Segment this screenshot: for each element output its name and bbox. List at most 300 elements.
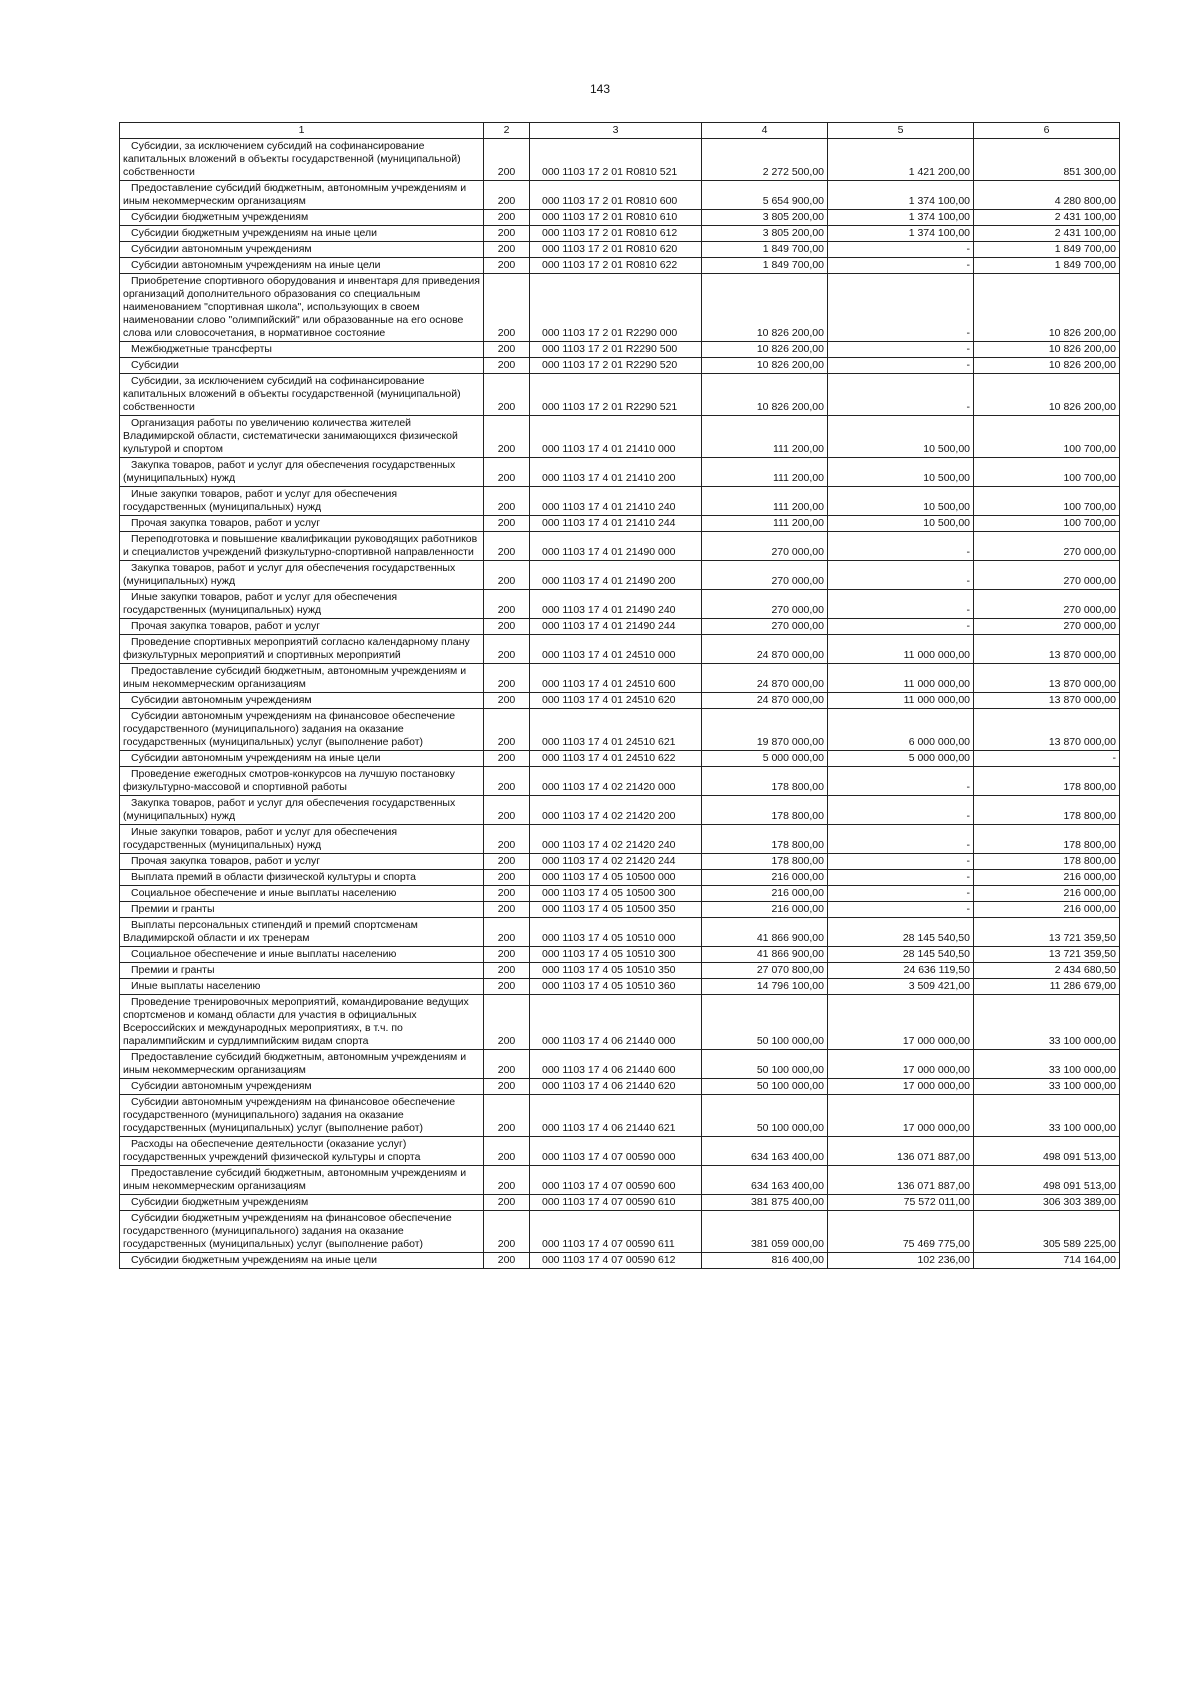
row-classification: 000 1103 17 2 01 R0810 610 [530,210,702,226]
row-code: 200 [484,947,530,963]
row-classification: 000 1103 17 4 01 24510 620 [530,693,702,709]
row-executed: 102 236,00 [828,1253,974,1269]
table-row [120,963,1120,979]
row-remaining: 13 870 000,00 [974,664,1120,693]
row-description: Субсидии автономным учреждениям [120,1079,484,1095]
row-code: 200 [484,210,530,226]
row-code: 200 [484,374,530,416]
row-executed: 1 374 100,00 [828,210,974,226]
row-executed: 1 374 100,00 [828,181,974,210]
table-row [120,139,1120,181]
row-classification: 000 1103 17 4 01 24510 000 [530,635,702,664]
row-plan: 111 200,00 [702,487,828,516]
table-row [120,258,1120,274]
row-plan: 216 000,00 [702,886,828,902]
row-classification: 000 1103 17 4 01 21410 000 [530,416,702,458]
row-classification: 000 1103 17 2 01 R2290 500 [530,342,702,358]
row-remaining: 498 091 513,00 [974,1137,1120,1166]
row-remaining: 305 589 225,00 [974,1211,1120,1253]
row-plan: 50 100 000,00 [702,995,828,1050]
row-remaining: 13 870 000,00 [974,709,1120,751]
row-plan: 381 875 400,00 [702,1195,828,1211]
table-row [120,693,1120,709]
row-code: 200 [484,1253,530,1269]
row-plan: 50 100 000,00 [702,1079,828,1095]
row-plan: 1 849 700,00 [702,242,828,258]
table-row [120,886,1120,902]
row-code: 200 [484,751,530,767]
row-plan: 27 070 800,00 [702,963,828,979]
row-description: Субсидии автономным учреждениям на иные цели [120,751,484,767]
table-row [120,767,1120,796]
row-code: 200 [484,1050,530,1079]
row-plan: 19 870 000,00 [702,709,828,751]
row-code: 200 [484,274,530,342]
row-classification: 000 1103 17 4 07 00590 610 [530,1195,702,1211]
row-code: 200 [484,516,530,532]
row-executed: 24 636 119,50 [828,963,974,979]
row-code: 200 [484,693,530,709]
table-row [120,825,1120,854]
row-description: Субсидии, за исключением субсидий на софинансирование капитальных вложений в объекты государственной (муниципальной) собственности [120,139,484,181]
table-row [120,995,1120,1050]
row-executed: 136 071 887,00 [828,1166,974,1195]
row-code: 200 [484,458,530,487]
row-remaining: 13 721 359,50 [974,947,1120,963]
row-classification: 000 1103 17 4 07 00590 612 [530,1253,702,1269]
row-code: 200 [484,1166,530,1195]
row-classification: 000 1103 17 4 02 21420 244 [530,854,702,870]
row-executed: 17 000 000,00 [828,995,974,1050]
row-plan: 270 000,00 [702,532,828,561]
row-executed: 75 572 011,00 [828,1195,974,1211]
row-code: 200 [484,487,530,516]
col-header-2: 2 [484,123,530,139]
row-executed: - [828,854,974,870]
row-remaining: - [974,751,1120,767]
row-plan: 1 849 700,00 [702,258,828,274]
col-header-5: 5 [828,123,974,139]
table-row [120,1195,1120,1211]
table-row [120,242,1120,258]
row-executed: 75 469 775,00 [828,1211,974,1253]
row-description: Субсидии автономным учреждениям [120,242,484,258]
row-plan: 50 100 000,00 [702,1050,828,1079]
row-classification: 000 1103 17 4 05 10500 000 [530,870,702,886]
table-row [120,902,1120,918]
row-code: 200 [484,1095,530,1137]
row-classification: 000 1103 17 4 01 21410 240 [530,487,702,516]
row-classification: 000 1103 17 4 02 21420 000 [530,767,702,796]
row-remaining: 714 164,00 [974,1253,1120,1269]
row-description: Иные выплаты населению [120,979,484,995]
row-classification: 000 1103 17 4 01 21490 240 [530,590,702,619]
row-description: Расходы на обеспечение деятельности (оказание услуг) государственных учреждений физической культуры и спорта [120,1137,484,1166]
row-description: Предоставление субсидий бюджетным, автономным учреждениям и иным некоммерческим организациям [120,664,484,693]
row-plan: 10 826 200,00 [702,274,828,342]
row-code: 200 [484,979,530,995]
row-executed: - [828,242,974,258]
row-remaining: 100 700,00 [974,458,1120,487]
row-code: 200 [484,902,530,918]
row-description: Субсидии бюджетным учреждениям [120,210,484,226]
row-code: 200 [484,709,530,751]
row-description: Закупка товаров, работ и услуг для обеспечения государственных (муниципальных) нужд [120,458,484,487]
row-classification: 000 1103 17 2 01 R2290 520 [530,358,702,374]
row-code: 200 [484,825,530,854]
table-row [120,226,1120,242]
col-header-6: 6 [974,123,1120,139]
row-description: Предоставление субсидий бюджетным, автономным учреждениям и иным некоммерческим организациям [120,181,484,210]
row-classification: 000 1103 17 4 01 21490 200 [530,561,702,590]
row-description: Приобретение спортивного оборудования и инвентаря для приведения организаций дополнительного образования со специальным наименованием "спортивная школа", использующих в своем наименовании слово "олимпийский" или образованные на его основе слова или словосочетания, в нормативное состояние [120,274,484,342]
row-plan: 111 200,00 [702,416,828,458]
page-number: 143 [589,82,611,96]
row-classification: 000 1103 17 4 06 21440 620 [530,1079,702,1095]
row-plan: 41 866 900,00 [702,947,828,963]
row-description: Закупка товаров, работ и услуг для обеспечения государственных (муниципальных) нужд [120,561,484,590]
row-description: Премии и гранты [120,963,484,979]
row-description: Субсидии бюджетным учреждениям на иные цели [120,1253,484,1269]
row-executed: - [828,258,974,274]
table-body [120,139,1120,1269]
row-executed: 1 421 200,00 [828,139,974,181]
table-row [120,590,1120,619]
row-code: 200 [484,181,530,210]
row-classification: 000 1103 17 2 01 R0810 622 [530,258,702,274]
table-row [120,210,1120,226]
row-remaining: 10 826 200,00 [974,358,1120,374]
row-plan: 3 805 200,00 [702,226,828,242]
row-classification: 000 1103 17 4 05 10510 000 [530,918,702,947]
row-description: Выплаты персональных стипендий и премий спортсменам Владимирской области и их тренерам [120,918,484,947]
row-remaining: 100 700,00 [974,516,1120,532]
row-classification: 000 1103 17 2 01 R2290 521 [530,374,702,416]
row-plan: 270 000,00 [702,561,828,590]
table-row [120,374,1120,416]
table-row [120,561,1120,590]
table-row [120,181,1120,210]
row-code: 200 [484,796,530,825]
row-executed: - [828,886,974,902]
row-remaining: 33 100 000,00 [974,1050,1120,1079]
row-executed: - [828,532,974,561]
row-description: Иные закупки товаров, работ и услуг для обеспечения государственных (муниципальных) нужд [120,487,484,516]
row-classification: 000 1103 17 2 01 R0810 612 [530,226,702,242]
row-plan: 270 000,00 [702,590,828,619]
row-plan: 111 200,00 [702,458,828,487]
row-code: 200 [484,963,530,979]
row-classification: 000 1103 17 4 06 21440 000 [530,995,702,1050]
table-row [120,532,1120,561]
row-description: Проведение ежегодных смотров-конкурсов на лучшую постановку физкультурно-массовой и спортивной работы [120,767,484,796]
row-executed: - [828,358,974,374]
row-remaining: 2 431 100,00 [974,210,1120,226]
row-executed: 28 145 540,50 [828,918,974,947]
table-row [120,1050,1120,1079]
row-classification: 000 1103 17 4 01 21490 244 [530,619,702,635]
row-plan: 270 000,00 [702,619,828,635]
table-row [120,947,1120,963]
row-description: Предоставление субсидий бюджетным, автономным учреждениям и иным некоммерческим организациям [120,1166,484,1195]
table-row [120,516,1120,532]
row-description: Выплата премий в области физической культуры и спорта [120,870,484,886]
row-description: Прочая закупка товаров, работ и услуг [120,619,484,635]
row-plan: 10 826 200,00 [702,342,828,358]
row-remaining: 13 870 000,00 [974,635,1120,664]
row-executed: - [828,870,974,886]
row-classification: 000 1103 17 4 05 10500 350 [530,902,702,918]
row-description: Субсидии бюджетным учреждениям на иные цели [120,226,484,242]
row-remaining: 33 100 000,00 [974,1079,1120,1095]
row-classification: 000 1103 17 4 01 21490 000 [530,532,702,561]
row-remaining: 216 000,00 [974,902,1120,918]
budget-table [119,122,1120,1269]
row-executed: 136 071 887,00 [828,1137,974,1166]
row-description: Субсидии автономным учреждениям [120,693,484,709]
row-code: 200 [484,561,530,590]
table-row [120,918,1120,947]
row-code: 200 [484,416,530,458]
row-plan: 10 826 200,00 [702,358,828,374]
table-row [120,619,1120,635]
row-remaining: 306 303 389,00 [974,1195,1120,1211]
row-description: Субсидии автономным учреждениям на финансовое обеспечение государственного (муниципального) задания на оказание государственных (муниципальных) услуг (выполнение работ) [120,709,484,751]
row-executed: 10 500,00 [828,416,974,458]
row-classification: 000 1103 17 4 02 21420 200 [530,796,702,825]
row-classification: 000 1103 17 4 01 24510 621 [530,709,702,751]
row-classification: 000 1103 17 2 01 R0810 600 [530,181,702,210]
table-row [120,854,1120,870]
table-row [120,458,1120,487]
row-executed: - [828,796,974,825]
row-remaining: 216 000,00 [974,886,1120,902]
row-classification: 000 1103 17 2 01 R2290 000 [530,274,702,342]
row-description: Закупка товаров, работ и услуг для обеспечения государственных (муниципальных) нужд [120,796,484,825]
row-executed: 5 000 000,00 [828,751,974,767]
row-executed: - [828,342,974,358]
row-classification: 000 1103 17 4 05 10500 300 [530,886,702,902]
row-code: 200 [484,226,530,242]
row-plan: 634 163 400,00 [702,1166,828,1195]
row-remaining: 270 000,00 [974,561,1120,590]
col-header-1: 1 [120,123,484,139]
row-remaining: 178 800,00 [974,767,1120,796]
row-code: 200 [484,258,530,274]
row-plan: 216 000,00 [702,870,828,886]
row-executed: 17 000 000,00 [828,1050,974,1079]
row-remaining: 270 000,00 [974,590,1120,619]
row-executed: - [828,825,974,854]
table-row [120,870,1120,886]
table-row [120,342,1120,358]
row-classification: 000 1103 17 4 07 00590 600 [530,1166,702,1195]
row-code: 200 [484,767,530,796]
table-row [120,664,1120,693]
row-code: 200 [484,1211,530,1253]
row-plan: 816 400,00 [702,1253,828,1269]
row-executed: 10 500,00 [828,487,974,516]
row-description: Социальное обеспечение и иные выплаты населению [120,947,484,963]
row-code: 200 [484,358,530,374]
table-row [120,358,1120,374]
row-executed: - [828,561,974,590]
row-remaining: 178 800,00 [974,854,1120,870]
row-executed: 11 000 000,00 [828,635,974,664]
row-classification: 000 1103 17 4 07 00590 000 [530,1137,702,1166]
row-remaining: 216 000,00 [974,870,1120,886]
row-plan: 634 163 400,00 [702,1137,828,1166]
row-code: 200 [484,342,530,358]
row-classification: 000 1103 17 4 06 21440 621 [530,1095,702,1137]
row-remaining: 2 434 680,50 [974,963,1120,979]
row-executed: - [828,902,974,918]
row-remaining: 100 700,00 [974,416,1120,458]
row-code: 200 [484,1079,530,1095]
row-plan: 41 866 900,00 [702,918,828,947]
table-row [120,1166,1120,1195]
row-executed: 11 000 000,00 [828,664,974,693]
row-classification: 000 1103 17 4 01 21410 200 [530,458,702,487]
header-row [120,123,1120,139]
row-remaining: 2 431 100,00 [974,226,1120,242]
row-executed: 10 500,00 [828,458,974,487]
row-code: 200 [484,619,530,635]
row-code: 200 [484,532,530,561]
row-classification: 000 1103 17 4 02 21420 240 [530,825,702,854]
table-row [120,1079,1120,1095]
row-plan: 178 800,00 [702,854,828,870]
row-remaining: 10 826 200,00 [974,274,1120,342]
table-row [120,751,1120,767]
row-executed: 1 374 100,00 [828,226,974,242]
row-classification: 000 1103 17 4 01 24510 600 [530,664,702,693]
row-classification: 000 1103 17 4 01 21410 244 [530,516,702,532]
row-plan: 24 870 000,00 [702,664,828,693]
row-plan: 50 100 000,00 [702,1095,828,1137]
row-executed: - [828,274,974,342]
row-remaining: 851 300,00 [974,139,1120,181]
row-description: Субсидии бюджетным учреждениям на финансовое обеспечение государственного (муниципального) задания на оказание государственных (муниципальных) услуг (выполнение работ) [120,1211,484,1253]
row-plan: 3 805 200,00 [702,210,828,226]
row-executed: 3 509 421,00 [828,979,974,995]
row-plan: 216 000,00 [702,902,828,918]
table-row [120,1095,1120,1137]
row-description: Социальное обеспечение и иные выплаты населению [120,886,484,902]
row-plan: 24 870 000,00 [702,693,828,709]
row-executed: 6 000 000,00 [828,709,974,751]
row-plan: 14 796 100,00 [702,979,828,995]
row-remaining: 270 000,00 [974,532,1120,561]
table-row [120,1211,1120,1253]
row-remaining: 498 091 513,00 [974,1166,1120,1195]
row-remaining: 1 849 700,00 [974,258,1120,274]
row-description: Субсидии автономным учреждениям на финансовое обеспечение государственного (муниципального) задания на оказание государственных (муниципальных) услуг (выполнение работ) [120,1095,484,1137]
row-plan: 178 800,00 [702,825,828,854]
row-remaining: 13 721 359,50 [974,918,1120,947]
row-executed: 17 000 000,00 [828,1079,974,1095]
row-remaining: 1 849 700,00 [974,242,1120,258]
row-code: 200 [484,139,530,181]
row-code: 200 [484,1195,530,1211]
row-description: Субсидии [120,358,484,374]
table-row [120,274,1120,342]
row-classification: 000 1103 17 4 05 10510 360 [530,979,702,995]
row-code: 200 [484,854,530,870]
row-plan: 10 826 200,00 [702,374,828,416]
row-description: Прочая закупка товаров, работ и услуг [120,516,484,532]
row-executed: - [828,590,974,619]
row-executed: 17 000 000,00 [828,1095,974,1137]
row-remaining: 13 870 000,00 [974,693,1120,709]
row-remaining: 178 800,00 [974,825,1120,854]
row-description: Иные закупки товаров, работ и услуг для обеспечения государственных (муниципальных) нужд [120,825,484,854]
row-classification: 000 1103 17 4 07 00590 611 [530,1211,702,1253]
row-executed: - [828,374,974,416]
row-classification: 000 1103 17 2 01 R0810 521 [530,139,702,181]
row-description: Иные закупки товаров, работ и услуг для обеспечения государственных (муниципальных) нужд [120,590,484,619]
row-description: Проведение тренировочных мероприятий, командирование ведущих спортсменов и команд области для участия в официальных Всероссийских и международных мероприятиях, в т.ч. по паралимпийским и сурдлимпийским видам спорта [120,995,484,1050]
row-remaining: 33 100 000,00 [974,995,1120,1050]
row-executed: 10 500,00 [828,516,974,532]
row-plan: 2 272 500,00 [702,139,828,181]
row-code: 200 [484,635,530,664]
row-code: 200 [484,590,530,619]
row-description: Проведение спортивных мероприятий согласно календарному плану физкультурных мероприятий и спортивных мероприятий [120,635,484,664]
row-classification: 000 1103 17 4 05 10510 300 [530,947,702,963]
row-code: 200 [484,1137,530,1166]
row-remaining: 270 000,00 [974,619,1120,635]
col-header-4: 4 [702,123,828,139]
table-row [120,1137,1120,1166]
row-executed: 28 145 540,50 [828,947,974,963]
row-executed: - [828,619,974,635]
row-description: Межбюджетные трансферты [120,342,484,358]
table-row [120,979,1120,995]
row-plan: 178 800,00 [702,796,828,825]
row-description: Переподготовка и повышение квалификации руководящих работников и специалистов учреждений физкультурно-спортивной направленности [120,532,484,561]
row-executed: 11 000 000,00 [828,693,974,709]
row-classification: 000 1103 17 2 01 R0810 620 [530,242,702,258]
row-description: Субсидии автономным учреждениям на иные цели [120,258,484,274]
row-plan: 178 800,00 [702,767,828,796]
table-row [120,1253,1120,1269]
table-row [120,709,1120,751]
row-code: 200 [484,870,530,886]
row-plan: 5 654 900,00 [702,181,828,210]
table-row [120,416,1120,458]
row-plan: 24 870 000,00 [702,635,828,664]
row-plan: 111 200,00 [702,516,828,532]
col-header-3: 3 [530,123,702,139]
row-classification: 000 1103 17 4 06 21440 600 [530,1050,702,1079]
row-code: 200 [484,918,530,947]
row-description: Субсидии бюджетным учреждениям [120,1195,484,1211]
row-remaining: 4 280 800,00 [974,181,1120,210]
row-description: Премии и гранты [120,902,484,918]
row-code: 200 [484,995,530,1050]
row-plan: 381 059 000,00 [702,1211,828,1253]
row-remaining: 178 800,00 [974,796,1120,825]
row-code: 200 [484,886,530,902]
table-row [120,635,1120,664]
table-row [120,487,1120,516]
row-classification: 000 1103 17 4 05 10510 350 [530,963,702,979]
row-remaining: 33 100 000,00 [974,1095,1120,1137]
row-remaining: 100 700,00 [974,487,1120,516]
row-remaining: 10 826 200,00 [974,342,1120,358]
row-plan: 5 000 000,00 [702,751,828,767]
